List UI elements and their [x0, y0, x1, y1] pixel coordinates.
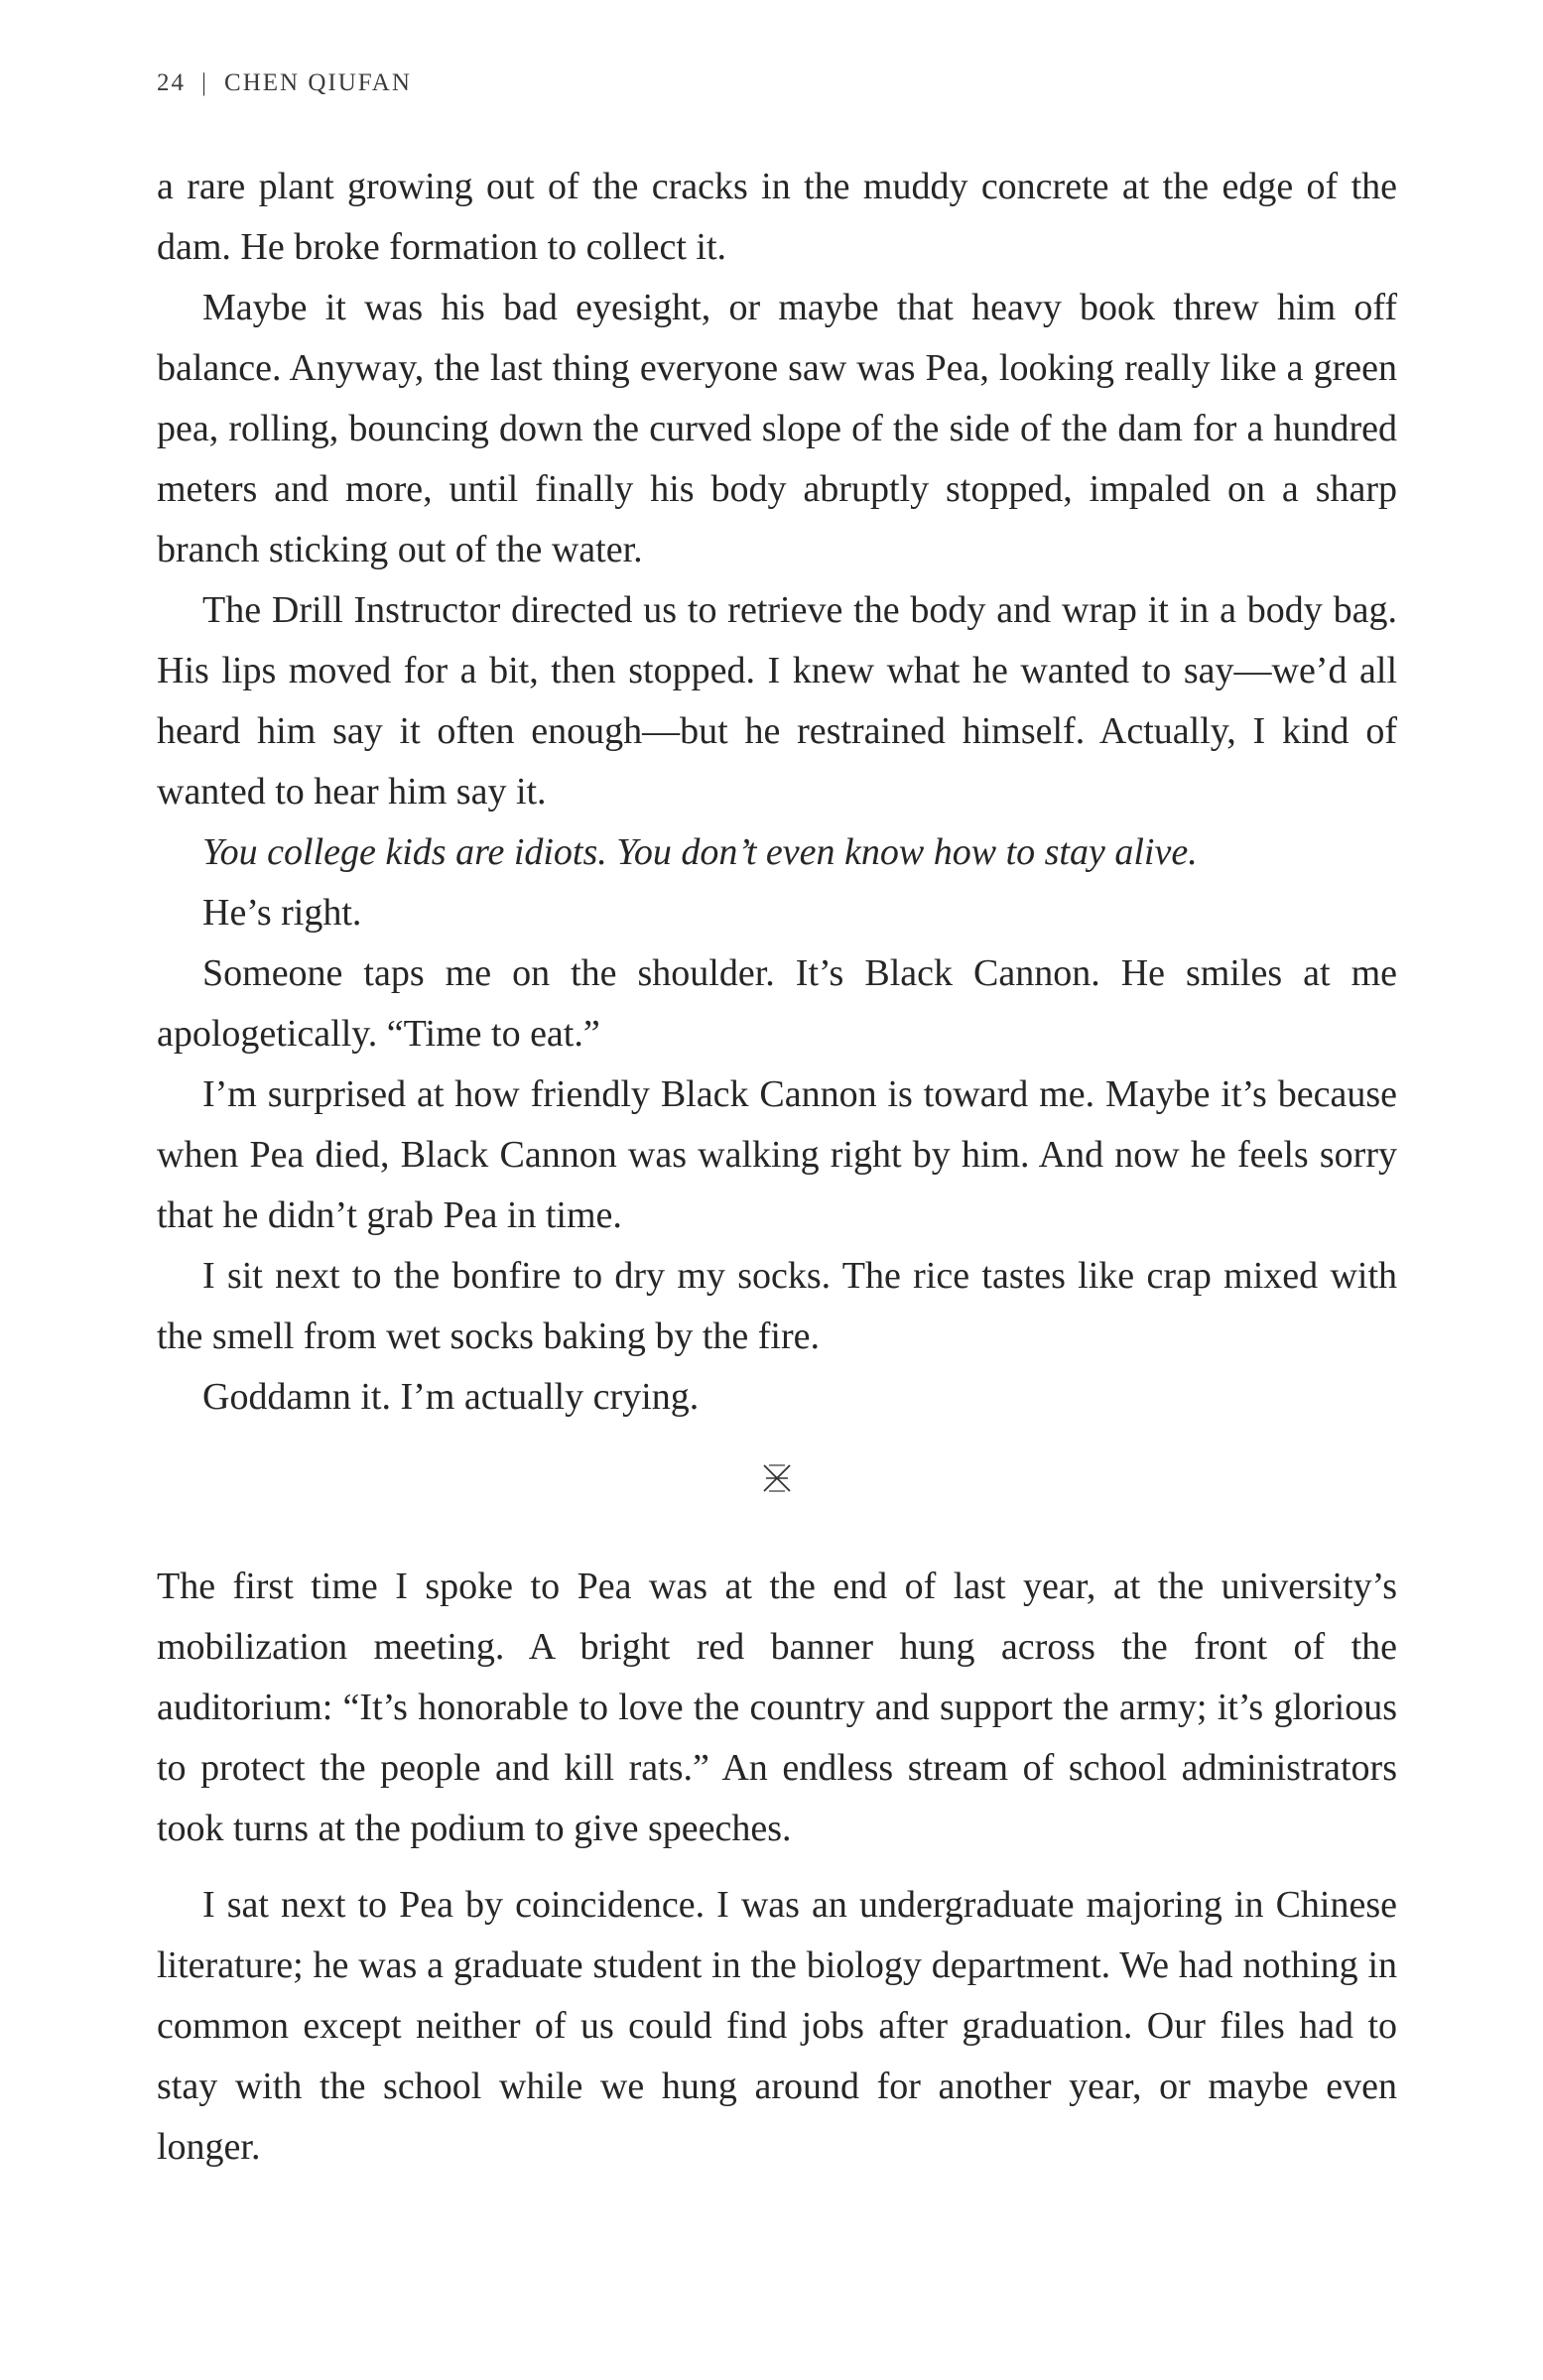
paragraph: The Drill Instructor directed us to retrieve the body and wrap it in a body bag. His lips moved for a bit, then stopped. I knew what he wanted to say—we’d all heard him say it often enough—but he restrained himself. Actually, I kind of wanted to hear him say it. [157, 589, 1397, 813]
running-head [157, 69, 412, 97]
paragraph: He’s right. [202, 892, 362, 934]
paragraph: Goddamn it. I’m actually crying. [202, 1376, 700, 1418]
body-text [157, 157, 1397, 2178]
header-separator: | [201, 69, 209, 96]
paragraph: I sat next to Pea by coincidence. I was an undergraduate majoring in Chinese literature; he was a graduate student in the biology department. We had nothing in common except neither of us could find jobs after graduation. Our files had to stay with the school while we hung around for another year, or maybe even longer. [157, 1884, 1397, 2168]
paragraph: I sit next to the bonfire to dry my socks. The rice tastes like crap mixed with the smell from wet socks baking by the fire. [157, 1255, 1397, 1357]
page-number: 24 [157, 69, 186, 96]
section-break [157, 1428, 1397, 1557]
paragraph: Maybe it was his bad eyesight, or maybe that heavy book threw him off balance. Anyway, the last thing everyone saw was Pea, looking really like a green pea, rolling, bouncing down the curved slope of the side of the dam for a hundred meters and more, until finally his body abruptly stopped, impaled on a sharp branch sticking out of the water. [157, 287, 1397, 570]
paragraph: a rare plant growing out of the cracks in the muddy concrete at the edge of the dam. He broke formation to collect it. [157, 166, 1397, 268]
paragraph: I’m surprised at how friendly Black Cannon is toward me. Maybe it’s because when Pea died, Black Cannon was walking right by him. And now he feels sorry that he didn’t grab Pea in time. [157, 1073, 1397, 1236]
ornament-cross-icon [760, 1461, 794, 1495]
paragraph: The first time I spoke to Pea was at the end of last year, at the university’s mobilization meeting. A bright red banner hung across the front of the auditorium: “It’s honorable to love the country and support the army; it’s glorious to protect the people and kill rats.” An endless stream of school administrators took turns at the podium to give speeches. [157, 1566, 1397, 1849]
author-name: CHEN QIUFAN [224, 69, 412, 96]
italic-paragraph: You college kids are idiots. You don’t even know how to stay alive. [202, 831, 1198, 873]
paragraph: Someone taps me on the shoulder. It’s Black Cannon. He smiles at me apologetically. “Time to eat.” [157, 952, 1397, 1055]
